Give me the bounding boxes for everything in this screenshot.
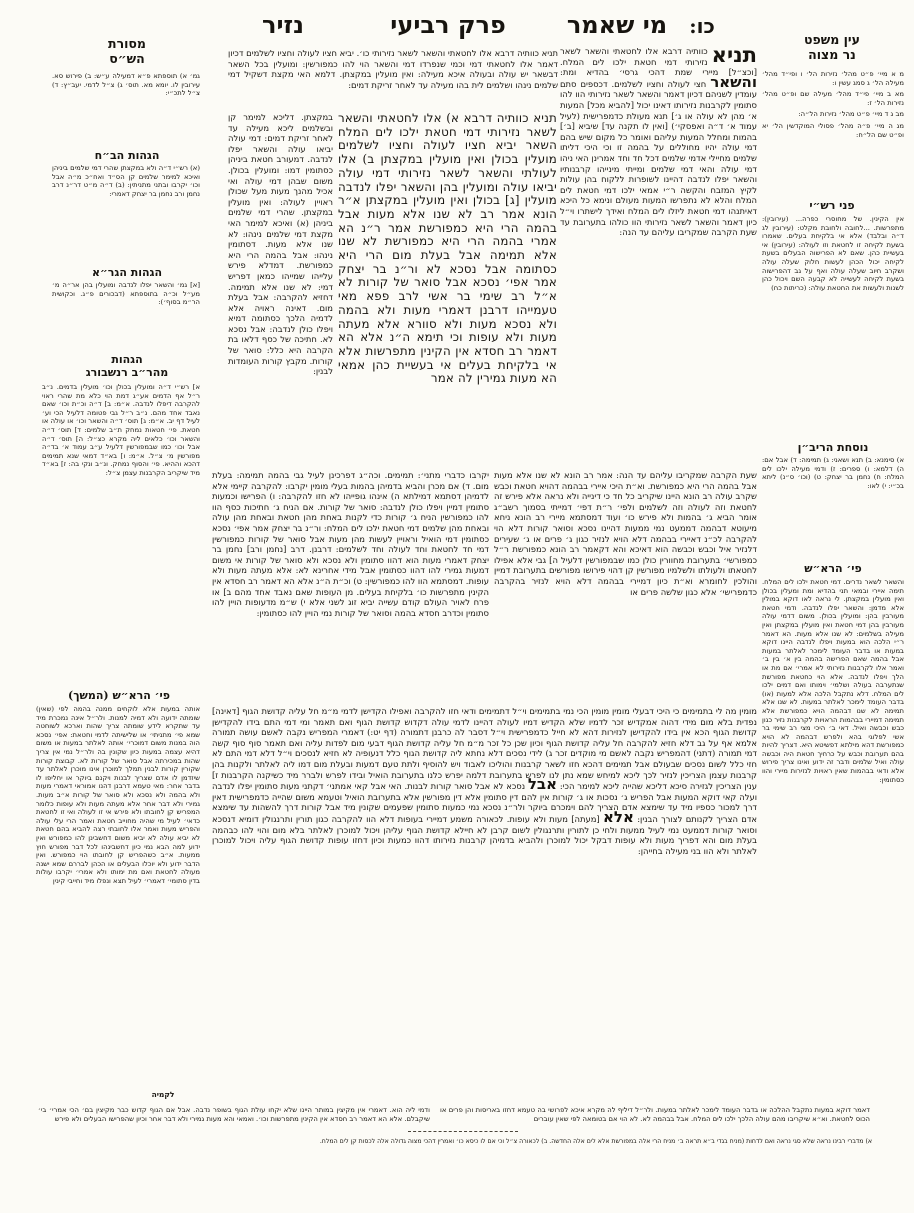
tosafot-lemma-aval: אבל bbox=[527, 775, 558, 794]
pnei-rashi-title: פני רש״י bbox=[809, 199, 855, 212]
ein-mishpat-entry: מא ב מיי׳ פי״ד מהל׳ מעילה שם ופ״ט מהל׳ נזירות הל׳ ז: bbox=[762, 90, 904, 107]
chapter-name-header: מי שאמר bbox=[566, 10, 668, 39]
nuschat-harivan-text: א) סימנא: ב) תנא ושאני: ג) תמימה: ד) אבל אם: ה) דלמא: ו) ספרים: ז) ודמי מעילה ילכו לים המלח: ח) נחמן בר יצחק: ט) (וכו׳ ס״נ) ליתא בכ״י: י) לאו: bbox=[762, 456, 904, 490]
daf-number: כו: bbox=[689, 14, 715, 38]
catchword: לקמיה bbox=[151, 1090, 175, 1099]
tosafot-first-block-text: חצי לעולה וחציו לשלמים. דכספים סתם עומדין לשניהם דכיון דאמר והשאר לשאר נזירותי הוו להו סתומין לקרבנות נזירותו דאינו יכול [להביא מכל] המעות א׳ מהן לא עולה או ג׳] תנא מעולת כדמפרישית (לעיל עמוד א׳ ד״ה ואפסקי׳) [ואין לו תקנה עד] שיביא [ב׳] בהמות ומחלל המעות עליהם ואומר כל מקום שיש בהם דמי עולה יהיו מחוללים על בהמה זו וכי היכי דליתו שלמים מחיילי אדמי שלמים דכל חד וחד אמרינן האי ניהו דמי עולה והאי דמי שלמים ומייתי מינייהו קרבנותיו והשאר יפלו לנדבה דהיינו לשופרות ללקוח בהן עולות לקיץ המזבח והקשה ר״י אמאי ילכו דמי חטאת לים המלח והלא לא נתפרשו המעות מעולם ונימא כל היכא דאיתנהו דמי חטאת ליזלו לים המלח ואידך לישתרו וי״ל כיון דאמר והשאר לשאר נזירותי הוו כולהו בתערובת עד שעת הקרבה שמקריבו עליהם עד הנה: bbox=[560, 78, 757, 238]
masoret-hashas-text: גמ׳ א) תוספתא פ״א דמעילה ע״ש: ב) פירוש סא. עירובין לו. יומא מא. תוס׳ ג) צ״ל לדמי. יעב״ץ: ד) צ״ל לתכ״י: bbox=[52, 72, 200, 98]
tosafot-middle-text: שעת הקרבה שמקריבו עליהם עד הנה: אמר רב הונא לא שנו אלא מעות אבל בהמה הרי היא כמפורשת. וא״ת היכי איירי בבהמה דהויא חטאת וכבש שקרב עולה רב הונא היינו שיקריב כל חד כי דינייה ולא נראה אלא פירש זה לחטאת וזה לעולה וזה לשלמים ולפי׳ ר״ת דפי׳ דמייתי בסמוך רשב״ג אומר הביא ג׳ בהמות ולא פירש כו׳ ועוד דמסתמא מיירי רב הונא ניחא מיעוטא דבהמה דממעט נמי ממעות דהיינו נסכא וסואר קורות דלא הוי להקרבה לכ״נ דאיירי בבהמה דלא הויא לנזיר כגון ג׳ פרים או ג׳ שעירים דלנזיר איל וכבש וכבשה הוא דאיכא והא דקאמר רב הונא כמפורשת ר״ל כמפורשי׳ בתערובת מחוורין כולן כמו שבמפורשין דלעיל ה] גבי אלא אפילו לחטאתו ולעולתו ולשלמיו מפורשין קן דהוי פירושו מפורשים בתערובת דמיין והולכין לחומרא וא״ת כיון דמיירי בבהמה דלא הויא לנזיר בהקרבה כדמפרישי׳ אלא כגון שלשה פרים או bbox=[494, 470, 757, 597]
perek-header: פרק רביעי bbox=[390, 10, 506, 39]
tosafot-lemma-ela: אלא bbox=[602, 807, 634, 826]
hagahot-hagra-text: [א] גמ׳ והשאר יפלו לנדבה ומועלין בהן אר״ה מ׳ מע״ל וכ״ה בתוספתא (דבכורים פ״ג. וכקושית הר״מ בסוף׳): bbox=[52, 281, 200, 307]
tosafot-lower-mid: נסכא לא אבל סואר קורות לבנות. האי אבל קאי אמתני׳ דקתני מעות סתומין יפלו לנדבה ועלה קאי דוקא המעות אבל הפריש ג׳ נסכות או ג׳ קורות אין להם דין סתומין אלא דין מפורשין אלא בתערובת הואיל וטעמא משום שהייה כדמפרישית דאין דרך למכור כספיו מיד עד שימצא אדם הצריך להם וימכרם ביוקר ולר״נ נסכא נמי כמעות סתומין שפעמים שקונין מיד אבל קורות דרך להשהות עד שימצא אדם הצריך לקנותם לצורך הבנין: bbox=[212, 781, 757, 824]
tosafot-opening-text: כוותיה דרבא אלו לחטאתי והשאר לשאר נזירותי דמי חטאת ילכו לים המלח. [וכצ״ל] מיירי שמת דהכי גרסי׳ בהדיא ומת: bbox=[560, 46, 757, 78]
ein-mishpat-entry: מב ג ד מיי׳ פ״ט מהל׳ נזירות הל״ה: bbox=[798, 110, 904, 119]
ein-mishpat-entry: מג ה מיי׳ פ״ה מהל׳ פסולי המוקדשין הל׳ יא ופ״ט שם הל״ח: bbox=[762, 121, 904, 139]
rashi-header-text: תניא כוותיה דרבא אלו לחטאתי והשאר לשאר נזירותי כו׳. יביא חציו לעולה וחציו לשלמים דכיון דאמר אלו לחטאתי דמי וכמי שנפרדו דמי והשאר הוי להו כמפורשין: ומועלין בכל השאר דבשאר יש עולה ובעולה איכא מעילה: ואין מועלין במקצתן. דלמא האי מקצת דשקיל דמי שלמים נינהו ושלמים לית בהו מעילה עד לאחר זריקת דמים: bbox=[228, 48, 558, 90]
hagahot-habach-text: (א) רש״י ד״ה ולא במקצתן שהרי דמי שלמים ביניהן ואיכא למימר שלמים קן הס״ד ואח״כ מ״ה אבל וכו׳ יקרבו ובתני מתניתין: (ב) ד״ה מ״ט דר״נ דרב נחמן ורב נחמן בר יצחק דאמרי: bbox=[52, 164, 200, 198]
hagahot-ransburg-title-line2: מהר״ב רנשבורג bbox=[85, 366, 169, 379]
rosh-title: פי׳ הרא״ש bbox=[804, 562, 862, 575]
footnote-divider bbox=[408, 1131, 518, 1132]
rosh-continuation-text: אותה במעות אלא לוקחים ממנה בהמה לפי (שאין) שומתה ידועה ולא דמיה למנות. ולר״ל אינה נמכרת מיד עד שתקרא לידע שומתה צריך שהות וארכא לשוחטה שמא פי׳ מתניתי׳ או שלישיתה לדמי וחטאת: אפי׳ נסכא הוה במנות משום דמוכרי׳ אותה לאלתר במעות או משום דהיא עצמה במעות כיון שקונין בה ולר״ל נמי אין צריך שהות במכירתה אבל סואר של קורות לא. קבוצת קורות שקורין קורות לבנין תמלך למוכרן אינו מוכרן לאלתר עד שיזדמן לו אדם שצריך לבנות ויקנם ביוקר או יחליפו לו בדבר אחר: מאי טעמא דרבנן דהנו אמוראי דאמרי מעות ולא בהמה ולא נסכא ולא סואר של קורות א״ב מעות. גמירי ולא דבר אחר אלא מעתה מעות ולא עופות כלומר המפריש קן לחובתו ולא פירש אי זו לעולה ואי זו לחטאת כדאי׳ לעיל מי שהיה מחוייב חטאת ואמר הרי עלי עולה והפריש מעות ואמר אלו לחובתי רצה להביא בהם חטאת לא יביא עולה לא יביא משום דחשבינן להו כמפורש ואין ידוע למה הבא נמי כיון דחשבינהו לכל דבר מפורש חוץ ממעות. א״ב כשהפריש קן לחובתו הוי כמפורש. ואין הדבר ידוע ולא יוכלו הבעלים או הכהן לבררם שמא ישנה מעולה לחטאת ואם מת ימותו ולא אמרי׳ יקרבו עולות בדין סתומי׳ דאמרי׳ לעיל תצא ונפלו מיד וחייבי קינין bbox=[36, 705, 200, 885]
gemara-text: תניא כוותיה דרבא א) אלו לחטאתי והשאר לשאר נזירותי דמי חטאת ילכו לים המלח השאר יביא חציו לעולה וחציו לשלמים מועלין בכולן ואין מועלין במקצתן ב) אלו לעולתי והשאר לשאר נזירותי דמי עולה יביאו עולה ומועלין בהן והשאר יפלו לנדבה מועלין [ג] בכולן ואין מועלין במקצתן א״ר הונא אמר רב לא שנו אלא מעות אבל בהמה הרי היא כמפורשת אמר ר״נ הא אמרי בהמה הרי היא כמפורשת לא שנו אלא תמימה אבל בעלת מום הרי היא כסתומה אבל נסכא לא ור״נ בר יצחק אמר אפי׳ נסכא אבל סואר של קורות לא א״ל רב שימי בר אשי לרב פפא מאי טעמייהו דרבנן דאמרי מעות ולא בהמה ולא נסכא מעות ולא סוורא אלא מעתה מעות ולא עופות וכי תימא ה״נ אלא הא דאמר רב חסדא אין הקינין מתפרשות אלא אי בלקיחת בעלים אי בעשיית כהן אמאי הא מעות גמירין לה אמר bbox=[338, 112, 557, 386]
rashi-column-text: במקצתן. דליכא למימר קן ובשלמים ליכא מעילה עד לאחר זריקת דמים: דמי עולה יביאו עולה והשאר יפלו לנדבה. דמעורב חטאת ביניהן כסתומין דמו: ומועלין בכולן. משום שבהן דמי עולה ואי אכיל מהנך מעות מעל שכולן ראויין לעולה: ואין מועלין במקצתן. שהרי דמי שלמים ביניהן (א) ואיכא למימר האי מקצת דמי שלמים נינהו: לא שנו אלא מעות. דסתומין נינהו: אבל בהמה הרי היא כמפורשת. דמדלא פירש עלייהו שמייהו כמאן דפריש דמי: לא שנו אלא תמימה. דחזיא להקרבה: אבל בעלת מום. דאינה ראויה אלא לדמיה הלכך כסתומה דמיא ויפלו כולן לנדבה: אבל נסכא לא. חתיכה של כסף דלאו בת הקרבה היא כלל: סואר של קורות. מקבץ קורות העומדות לבנין: bbox=[228, 112, 333, 377]
masoret-hashas-title-line2: הש״ס bbox=[109, 51, 145, 66]
hagahot-habach-title: הגהות הב״ח bbox=[94, 149, 160, 162]
rosh-continuation-title: פי׳ הרא״ש (המשך) bbox=[68, 689, 170, 702]
ein-mishpat-title-line2: נר מצוה bbox=[808, 47, 856, 62]
rashi-lower-text: יקרבו כדברי מתני׳: תמימים. וכה״ג דפרכינן לעיל גבי בהמה תמימה: בעלת מום. ד) אם מכרן והביא בדמיהן בהמות בעלי מומין יקרבו: להקרבה קיימי אלא לדמיהן דסתמא דמילתא ה) אינהו גופייהו לא חזו להקרבה: ו) הפרישו וכמעות סתומין דמיין ויפלו כולן לנדבה: סואר של קורות. אם הניח ג׳ חתיכות כסף הוו להו כמפורשין הניח ג׳ קורות כדי לקנות באחת מהן חטאת ובאחת מהן עולה ובאחת מהן שלמים דמי חטאת ילכו לים המלח: ור״נ בר יצחק אמר אפי׳ נסכא כסתומין דמי הואיל וראויין לעשות מהן מעות אבל סואר של קורות כמפורשין דמי חד לחטאת וחד לעולה וחד לשלמים: דרבנן. דרב [נחמן ורב] נחמן בר יצחק דאמרי מעות הוא דהוו סתומין ולא נסכא ולא סואר של קורות אי משום דמעות גמירי להו דהוו כסתומין אבל מידי אחרינא לא: אלא מעתה מעות ולא עופות. דמסתמא הוו להו כמפורשין: ט) וכ״ת ה״נ אלא הא דאמר רב חסדא אין הקינין מתפרשות כו׳ בלקיחת בעלים. מן העופות שאם נאבד אחד מהם ב] או פרח לאויר העולם קודם עשייה יביא זוג לשני אלא י) ש״מ מדעופות הויין להו סתומין וכדרב חסדא בהמה וסואר של קורות נמי הויין להו כסתומין: bbox=[212, 470, 489, 618]
tosafot-lower-block bbox=[212, 706, 757, 1094]
masoret-hashas-title-line1: מסורת bbox=[108, 36, 146, 51]
hagahot-ransburg-title-line1: הגהות bbox=[111, 353, 143, 366]
nuschat-harivan-title: נוסחת הריב״ן bbox=[797, 441, 869, 454]
ein-mishpat-entry: מ א מיי׳ פ״ט מהל׳ נזירות הל׳ ו ופי״ד מהל׳ מעילה הל׳ ג סמג עשין ו: bbox=[762, 70, 904, 87]
hagahot-hagra-title: הגהות הגר״א bbox=[91, 266, 163, 279]
hagahot-ransburg-text: א] רש״י ד״ה ומועלין בכולן וכו׳ מועלין בדמים. נ״ב ר״ל אף הדמים אע״ג דמת הוי כלא מת שהרי ראוי להקרבה דיפלו לנדבה. א״מ: ב] ד״ה וכ״ת וכו׳ שאם נאבד אחד מהם. נ״ב ר״ל גבי פטומה דלעיל הכי וע׳ לעיל דף יב. א״מ: ג] תוס׳ ד״ה והשאר וכו׳ או עולה או חטאת. פי׳ חטאות נמחק ת״ב שלמים: ד] תוס׳ ד״ה והשאר וכו׳ כלאים ליה מקרא כצ״ל: ה] תוס׳ ד״ה אבל וכו׳ כמו שבמפורשין דלעיל ע״ב עמוד א׳ בד״ה מפורשין מ׳ צ״ל. א״מ: ו] בא״ד דמאי שנא תמימים דהכא וההיא. פי׳ והסוף נמחק. ונ״ב ונקי בה: ז] בא״ד מיד שיקריב הקרבנות עצמן צ״ל: bbox=[42, 383, 200, 477]
rosh-text: והשאר לשאר נדרים. דמי חטאת ילכו לים המלח. תימה איירי ובמאי תני בהדיא ומת ומעלין בכולן ואין מועלין במקצתן. לי נראה לאו דוקא במולין אלא מדמן: והשאר יפלו לנדבה. ודמי חטאת מעורבין בהן: ומועלין בכולן. משום דדמי עולה מעורבין בהן דמי חטאת ואין מועלין במקצתן ואין מעילה בשלמים: לא שנו אלא מעות. הא דאמר ר״י הלכה הוא במעות ויפלו לנדבה היינו דוקא במעות או בדבר העומד לימכר לאלתר במעות אבל בהמה שאם הפרישה בהמה בין א׳ בין ב׳ ואמר אלו לקרבנות נזירותי לא אמרי׳ אם מת או הלך ויפלו לנדבה. אלא הוי כחטאת מפורשת שנתערבה בעולה ושלמי׳ וימותו ואם דמים ילכו לים המלח. דלא נתקבל הלכה אלא למעות (או) בדבר העומד לימכר לאלתר במעות. לא שנו אלא תמימה לא שנו דבהמה הויא כמפורשת אלא תמימה דמיירי בבהמות הראויות לקרבנות נזיר כגון כבש וכבשה ואיל. דאי ב׳ היכי מצי רב שימי בר אשי לפלוגי בהא ולפרש דבהמה לא הויא כמפורשת דהא מילתא דפשיטא היא. דצריך להיות בהם תערובת וכבש על כרחיך חטאת היה וכבשה עולה ואיל שלמים ודבר זה ידוע ואינו צריך פירוש אלא ודאי בבהמות שאין ראויות לנזירות מיירי והוו כסתומין: bbox=[762, 578, 904, 784]
tosafot-lower-post: [מעתה] מעות ולא עופות. לכאורה משמע דמיירי בעופות דלא הוו להקרבה כגון תורין ותרנגולין דומיא דנסכא וסואר קורות דממעט נמי לעיל ממעות ולחי כן לתורין ותרנגולין לשום קרבן לא חיילא קדושת הגוף עליהן ויכול למוכרן לאלתר בלא מום והוי להו כבהמה בעלת מום והא דפריך מעות ולא עופות דבקל יכול למוכרן ולהביא בדמיהן קרבנות נזירותו דהוו כמעות וכיון דחזו עופות קדושת הגוף עליה ויכול למוכרן לאלתר ולא הוו בני מעילה בחייהן: bbox=[212, 813, 757, 856]
footnote-text: א) מדברי רבינו נראה שלא סגי נראה ואם לדחות (מניח בגדי ב״א תראה ב׳ מניח הרי אלה במפורשת אלא לים אלה החדשה. ב) לכאורה צ״ל וכי אם לו כיסא כו׳ ואמרין דהכי מצוה גדולה אלה לכסות קן לים המלח. bbox=[319, 1138, 872, 1145]
ein-mishpat-entries bbox=[762, 70, 904, 186]
tosafot-opening-lemma: תניא bbox=[711, 46, 757, 67]
tosafot-second-lemma: והשאר bbox=[710, 72, 757, 91]
tosafot-upper-column bbox=[560, 46, 757, 468]
bottom-right-overflow-text: דאמר דוקא במעות נתקבל ההלכה או בדבר העומד לימכר לאלתר במעות. ולר״ל דיליף לה מקרא איכא לפרושי בה טעמא דחזו באריסות והן פרים או הכוס לחטאת. וא״א שיקריבו מהם עולה הלכך ילכו לים המלח. אבל בבהמה לא. לא הוי אם בטומאה לפי שאין עוברים bbox=[440, 1106, 870, 1123]
bottom-left-overflow-text: ודמי ליה הוא. דאמרי אין מקיצין במותר היינו שלא יקחו עולת הגוף בשופר נדבה. אבל אם הגוף קדוש כבר מקיצין בם׳ הכי אמרי׳ בי׳ שיקבלם. אלא הא דאמר רב חסדא אין הקינין מתפרשות וכו׳. ואמאי והא מעות גמירי ולא דבר אחר וכיון שהפרישו הבעלים ולא פירש bbox=[38, 1106, 430, 1123]
tosafot-lower-pre: מומין מה לי בתמימים כי היכי דבעלי מומין מומין הכי נמי בתמימים וי״ל דתמימים ודאי חזו להקרבה ואפילו הקדישן לדמי מ״מ חל עליה קדושת הגוף [דאינה] נפדית בלא מום מידי דהוה אמקדיש זכר לדמיו שלא הקדיש דמיו לעולה דהיינו לדמי עולה דקדוש קדושת הגוף ואם תאמר ומי דמי התם בידו להקדישן קדושת הגוף הכא אין בידו להקדישן לנזירות דהא לא חייל כדמפרישית וי״ל דסבר לה כרבנן דתמורה (דף יט:) דאמרי המפריש נקבה לאשם עושה תמורה אלמא אף על גב דלא חזיא להקרבה חל עליה קדושת הגוף וכיון שכן כל זכר מ״מ חל עליה קדושת הגוף דבעי מום לפדות עליה ואם תאמר סוף סוף קשה דמי תמורה (דתני) דהמפריש נקבה לאשם מי מוקדים זכר ג) לידי נסכים דלא נחתא ליה קדושת הגוף כלל דנעופיה לא חזיא לנסכים וי״ל דלא דמי התם לא חזי כלל לשום נסכים שבעולם אבל תמימים דהכא חזו לשאר קרבנות והוליכו לאבוד ויש להוסיף ולתת טעם דמעות ובעלת מום דמו ליה לאלתר ולקנות בהן קרבנות עצמן הצריכין לנזיר לכך ליכא למיחש שמא נתן לנו לפרש בתערובת דלמה יפרש כלנו בתערובת הואיל ובידו לפרש ולברר מיד כשיקנה הקרבנות ז] ענין הצריכין לגזירה סיכא דליכא שהייה ליכא למימר הכי: bbox=[212, 706, 757, 792]
pnei-rashi-text: אין הקינין. של מחוסרי כפרה... (עירובין): מתפרשות. ...לחובה ולחובת מקלט: (עירובין לג ד״ה ובלבד) אלא אי בלקיחת בעלים. שאמרו בשעת לקיחה זו לחטאת וזו לעולה: (עירובין) אי בעשיית כהן. שאם לא הפרישוה הבעלים בשעת לקיחה יכול הכהן לעשות חלוק שעלה עולה ושקרב חיוב שעלה עולה ואף על גב דהפרישוה בשעת לקיחה לעשייה לא קבעה השם ויכול כהן לשנות ולעשות את החטאת עולה: (כריתות כח) bbox=[762, 215, 904, 292]
ein-mishpat-title-line1: עין משפט bbox=[804, 32, 860, 47]
masechet-header: נזיר bbox=[262, 10, 304, 39]
